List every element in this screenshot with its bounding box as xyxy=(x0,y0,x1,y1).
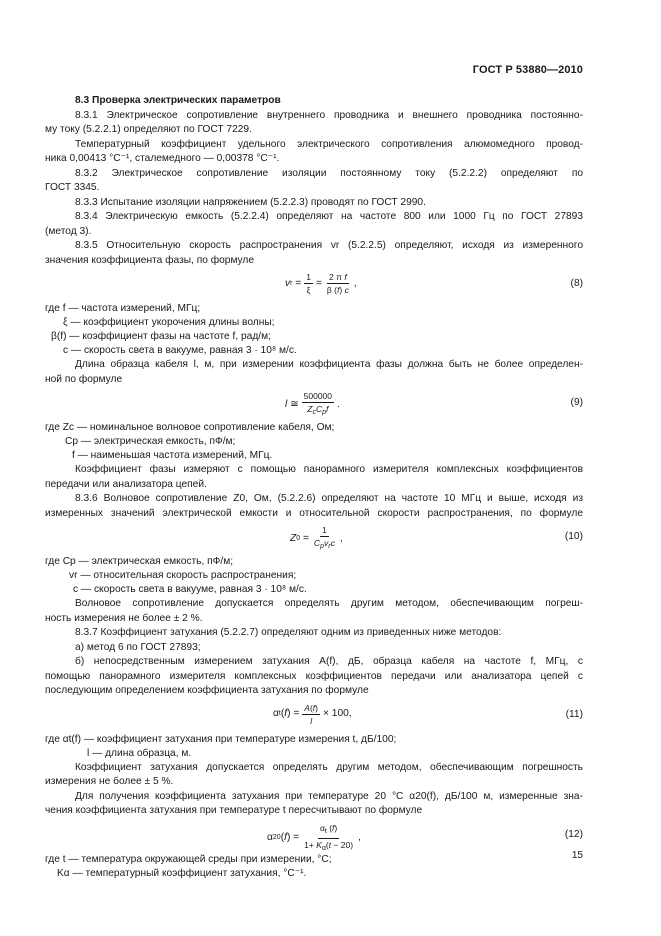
definition-item: где f — частота измерений, МГц; xyxy=(45,303,201,314)
formula-9-expression: l ≅ $\frac{500000}{Z_cC_pf}$ . xyxy=(285,391,340,416)
p13-line1: Для получения коэффициента затухания при температуре 20 °C α20(f), дБ/100 м, измеренные зна- xyxy=(75,790,583,802)
p11-item-b-line2: помощью панорамного измерителя комплексных коэффициентов передачи или анализатора цепей с xyxy=(45,670,583,682)
definition-item: где t — температура окружающей среды при измерении, °C; xyxy=(45,853,332,865)
formula-11-expression: α t ( f ) = $\frac{A(f)}{l}$ × 100, xyxy=(273,702,352,726)
formula-9-number: (9) xyxy=(570,397,583,408)
p12-line1: Коэффициент затухания допускается определять другим методом, обеспечивающим погрешность xyxy=(75,761,583,773)
definition-item: f — наименьшая частота измерений, МГц. xyxy=(72,450,273,461)
p2-line2: ника 0,00413 °C⁻¹, сталемедного — 0,00378 °C⁻¹. xyxy=(45,153,280,164)
formula-12-number: (12) xyxy=(564,828,583,840)
formula-8-number: (8) xyxy=(570,278,583,289)
p6-line1: 8.3.5 Относительную скорость распространения vr (5.2.2.5) определяют, исходя из измеренного xyxy=(75,240,583,251)
formula-11 xyxy=(45,699,583,733)
definition-item: где Cp — электрическая емкость, пФ/м; xyxy=(45,556,234,567)
definition-item: где αt(f) — коэффициент затухания при температуре измерения t, дБ/100; xyxy=(45,733,397,745)
p7-line2: ной по формуле xyxy=(45,373,123,385)
formula-11-tail: × 100, xyxy=(323,708,352,719)
p11-item-b-line1: б) непосредственным измерением затухания A(f), дБ, образца кабеля на частоте f, МГц, с xyxy=(75,656,583,667)
formula-12-expression: α 20 ( f ) = $\frac{\alpha_t (f)}{1+ K_\alpha(t - 20)}$ , xyxy=(267,822,361,852)
formula-12 xyxy=(45,819,583,853)
definition-item: ξ — коэффициент укорочения длины волны; xyxy=(63,317,275,328)
p1-line1: 8.3.1 Электрическое сопротивление внутреннего проводника и внешнего проводника постоянно- xyxy=(75,109,583,121)
p3-line2: ГОСТ 3345. xyxy=(45,182,100,193)
definition-item: β(f) — коэффициент фазы на частоте f, рад/м; xyxy=(51,331,271,342)
p2-line1: Температурный коэффициент удельного электрического сопротивления алюмомедного провод- xyxy=(75,138,583,150)
formula-10-number: (10) xyxy=(564,531,583,542)
formula-9-numerator: 500000 xyxy=(303,391,333,401)
document-id-header: ГОСТ Р 53880—2010 xyxy=(472,64,583,76)
definitions-10 xyxy=(45,555,583,597)
definition-item: c — скорость света в вакууме, равная 3 · 10⁸ м/с. xyxy=(73,584,307,595)
definitions-12 xyxy=(45,853,583,881)
p3-line1: 8.3.2 Электрическое сопротивление изоляции постоянному току (5.2.2.2) определяют по xyxy=(75,167,583,179)
formula-10 xyxy=(45,521,583,555)
p6-line2: значения коэффициента фазы, по формуле xyxy=(45,254,255,266)
formula-8-expression: v r = $\frac{1}{\xi}$ = $\frac{\text{2 π f}}{\beta (f) c}$ , xyxy=(285,272,357,295)
p7-line1: Длина образца кабеля l, м, при измерении коэффициента фазы должна быть не более определен- xyxy=(75,359,583,370)
definitions-8 xyxy=(45,302,583,358)
page-content xyxy=(45,94,583,881)
p4-line1: 8.3.3 Испытание изоляции напряжением (5.2.2.3) проводят по ГОСТ 2990. xyxy=(75,196,426,208)
p5-line1: 8.3.4 Электрическую емкость (5.2.2.4) определяют на частоте 800 или 1000 Гц по ГОСТ 27893 xyxy=(75,211,583,222)
definition-item: l — длина образца, м. xyxy=(87,747,192,759)
page-number: 15 xyxy=(571,850,583,861)
formula-9 xyxy=(45,387,583,421)
p1-line2: му току (5.2.2.1) определяют по ГОСТ 7229. xyxy=(45,124,252,135)
p5-line2: (метод 3). xyxy=(45,225,92,237)
definition-item: Kα — температурный коэффициент затухания, °C⁻¹. xyxy=(57,867,307,879)
p11-item-b-line3: последующим определением коэффициента затухания по формуле xyxy=(45,685,369,696)
definitions-11 xyxy=(45,733,583,761)
definition-item: vr — относительная скорость распространения; xyxy=(69,570,297,581)
p9-line1: 8.3.6 Волновое сопротивление Z0, Ом, (5.2.2.6) определяют на частоте 10 МГц и выше, исходя из xyxy=(75,493,583,504)
p11-line1: 8.3.7 Коэффициент затухания (5.2.2.7) определяют одним из приведенных ниже методов: xyxy=(75,627,502,638)
definition-item: Cp — электрическая емкость, пФ/м; xyxy=(65,436,236,447)
p9-line2: измеренных значений электрической емкости и относительной скорости распространения, по формуле xyxy=(45,507,583,519)
formula-10-expression: Z 0 = $\frac{1}{C_pv_rc}$ , xyxy=(290,525,343,550)
formula-8 xyxy=(45,268,583,302)
p8-line1: Коэффициент фазы измеряют с помощью панорамного измерителя комплексных коэффициентов xyxy=(75,464,583,475)
section-heading: 8.3 Проверка электрических параметров xyxy=(75,95,281,106)
definitions-9 xyxy=(45,421,583,463)
formula-11-number: (11) xyxy=(565,708,583,720)
p10-line1: Волновое сопротивление допускается определять другим методом, обеспечивающим погреш- xyxy=(75,598,583,609)
p12-line2: измерения не более ± 5 %. xyxy=(45,776,174,787)
p13-line2: чения коэффициента затухания при температуре t пересчитывают по формуле xyxy=(45,805,423,816)
p8-line2: передачи или анализатора цепей. xyxy=(45,478,207,490)
p11-item-a: а) метод 6 по ГОСТ 27893; xyxy=(75,641,201,653)
p10-line2: ность измерения не более ± 2 %. xyxy=(45,612,203,624)
definition-item: где Zc — номинальное волновое сопротивление кабеля, Ом; xyxy=(45,422,335,433)
definition-item: c — скорость света в вакууме, равная 3 · 10⁸ м/с. xyxy=(63,345,297,356)
